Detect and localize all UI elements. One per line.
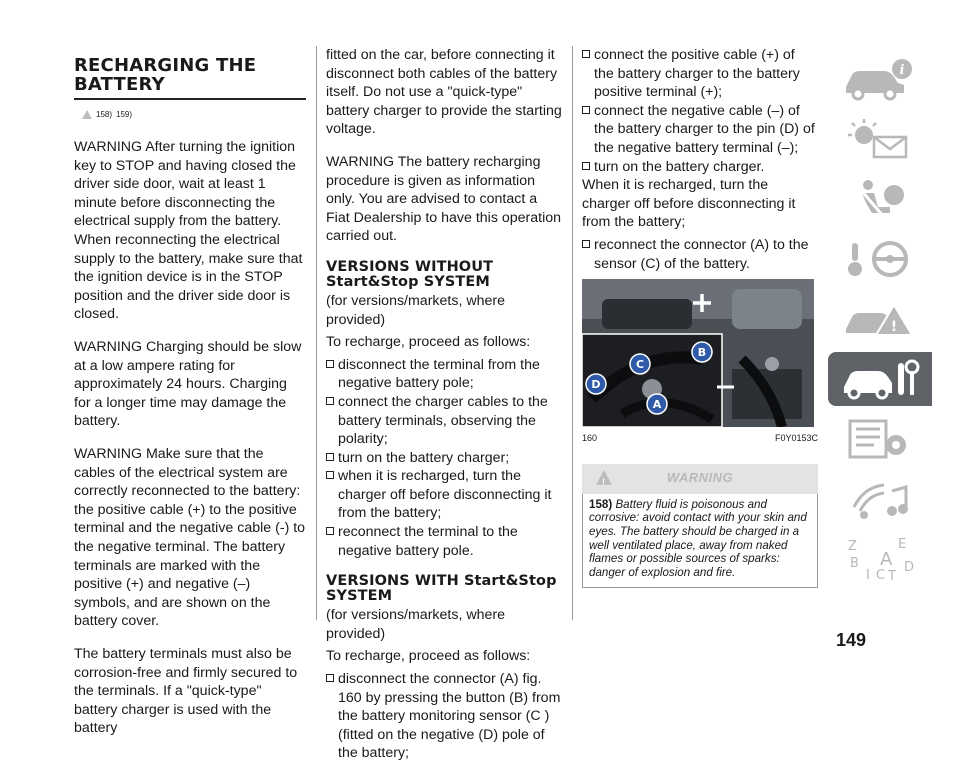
starting-driving-icon	[840, 237, 920, 281]
emergency-icon	[840, 297, 920, 341]
tab-safety[interactable]	[828, 172, 932, 226]
safety-icon	[840, 177, 920, 221]
page-number: 149	[836, 630, 867, 650]
figure-number: 160	[582, 433, 598, 444]
procedure-lead: To recharge, proceed as follows:	[326, 648, 531, 665]
bullet-box-icon	[326, 674, 334, 682]
chapter-sidebar	[828, 52, 932, 592]
technical-data-icon	[840, 417, 920, 461]
bullet-box-icon	[326, 397, 334, 405]
index-letter: A	[880, 549, 893, 570]
bullet-box-icon	[582, 50, 590, 58]
svg-text:A: A	[652, 398, 662, 412]
list-item: reconnect the terminal to the negative battery pole.	[326, 523, 562, 560]
tab-maintenance-active[interactable]	[828, 352, 932, 406]
figure-caption	[582, 429, 818, 448]
list-item: turn on the battery charger.	[582, 158, 818, 177]
bullet-box-icon	[582, 162, 590, 170]
title-rule	[74, 98, 306, 100]
index-letter: E	[898, 537, 907, 552]
car-info-icon	[840, 57, 920, 101]
availability-note: (for versions/markets, where provided)	[326, 292, 505, 328]
column-1	[74, 56, 306, 752]
svg-text:i: i	[899, 63, 905, 78]
subsection-title-with-ss: VERSIONS WITH Start&Stop SYSTEM	[326, 573, 557, 605]
index-letter: I	[866, 568, 870, 581]
tab-index[interactable]	[828, 532, 932, 586]
paragraph: fitted on the car, before connecting it disconnect both cables of the battery itself. Do not use a "quick-type" battery charger to provide the starting voltage.	[326, 47, 562, 138]
paragraph: WARNING Charging should be slow at a low ampere rating for approximately 24 hours. Charging for a longer time may damage the battery.	[74, 339, 302, 430]
svg-text:C: C	[635, 358, 645, 372]
procedure-lead: To recharge, proceed as follows:	[326, 334, 531, 351]
list-item: connect the positive cable (+) of the battery charger to the battery positive terminal (+);	[582, 46, 818, 102]
warning-body: Battery fluid is poisonous and corrosive: avoid contact with your skin and eyes. The battery should be charged in a well ventilated place, away from naked flames or possible sources of sparks: danger of explosion and fire.	[589, 497, 807, 579]
warning-box	[582, 464, 818, 589]
list-item: turn on the battery charger;	[326, 449, 562, 468]
bullet-box-icon	[582, 106, 590, 114]
list-item: reconnect the connector (A) to the sensor (C) of the battery.	[582, 236, 818, 273]
bullet-box-icon	[326, 453, 334, 461]
column-3	[582, 46, 818, 588]
battery-photo-illustration	[582, 279, 814, 427]
list-item: disconnect the connector (A) fig. 160 by pressing the button (B) from the battery monitoring sensor (C ) (fitted on the negative (D) pole of the battery;	[326, 670, 562, 763]
paragraph: WARNING Make sure that the cables of the electrical system are correctly reconnected to the battery: the positive cable (+) to the positive terminal and the negative cable (-) to the negative terminal. The battery terminals are marked with the positive (+) and negative (–) symbols, and are shown on the battery cover.	[74, 446, 306, 630]
tab-multimedia[interactable]	[828, 472, 932, 526]
column-divider	[572, 46, 573, 620]
warning-heading: WARNING	[666, 470, 734, 486]
paragraph: WARNING The battery recharging procedure is given as information only. You are advised to contact a Fiat Dealership to have this operation carried out.	[326, 153, 562, 245]
index-letter: C	[876, 568, 886, 581]
index-letter: B	[850, 556, 859, 571]
svg-text:D: D	[591, 378, 601, 392]
paragraph: The battery terminals must also be corrosion-free and firmly secured to the terminals. If a "quick-type" battery charger is used with the battery	[74, 645, 298, 737]
bullet-box-icon	[326, 527, 334, 535]
paragraph: When it is recharged, turn the charger off before disconnecting it from the battery;	[582, 177, 796, 231]
tab-car-info[interactable]	[828, 52, 932, 106]
bullet-box-icon	[582, 240, 590, 248]
warning-refs	[82, 106, 306, 125]
index-letter: T	[888, 569, 896, 581]
warning-ref-1: 158)	[96, 109, 113, 119]
bullet-box-icon	[326, 360, 334, 368]
index-letter: Z	[848, 539, 857, 554]
tab-warning-lights[interactable]	[828, 112, 932, 166]
column-divider	[316, 46, 317, 620]
battery-sensor-figure	[582, 279, 814, 427]
availability-note: (for versions/markets, where provided)	[326, 607, 505, 642]
warning-header	[582, 464, 818, 494]
svg-text:B: B	[697, 346, 707, 360]
figure-code: F0Y0153C	[774, 433, 818, 444]
tab-starting-driving[interactable]	[828, 232, 932, 286]
tab-emergency[interactable]	[828, 292, 932, 346]
svg-text:!: !	[890, 319, 898, 335]
list-item: disconnect the terminal from the negative battery pole;	[326, 356, 562, 393]
maintenance-icon	[840, 357, 920, 401]
warning-triangle-icon	[596, 470, 612, 485]
column-2	[326, 46, 562, 763]
warning-triangle-icon	[82, 110, 92, 119]
warning-text	[582, 494, 818, 589]
multimedia-icon	[840, 477, 920, 521]
list-item: when it is recharged, turn the charger off before disconnecting it from the battery;	[326, 467, 562, 523]
warning-ref: 158)	[589, 497, 613, 511]
warning-lights-icon	[840, 117, 920, 161]
index-icon	[840, 537, 920, 581]
index-letter: D	[904, 560, 915, 575]
warning-ref-2: 159)	[116, 109, 133, 119]
paragraph: WARNING After turning the ignition key to STOP and having closed the driver side door, wait at least 1 minute before disconnecting the electrical supply from the battery. When reconnecting the electrical supply to the battery, make sure that the ignition device is in the STOP position and the driver side door is closed.	[74, 139, 303, 323]
list-item: connect the charger cables to the battery terminals, observing the polarity;	[326, 393, 562, 449]
list-item: connect the negative cable (–) of the battery charger to the pin (D) of the negative battery terminal (–);	[582, 102, 818, 158]
bullet-box-icon	[326, 471, 334, 479]
tab-technical-data[interactable]	[828, 412, 932, 466]
subsection-title-without-ss: VERSIONS WITHOUT Start&Stop SYSTEM	[326, 258, 494, 290]
section-title: RECHARGING THE BATTERY	[74, 55, 257, 95]
